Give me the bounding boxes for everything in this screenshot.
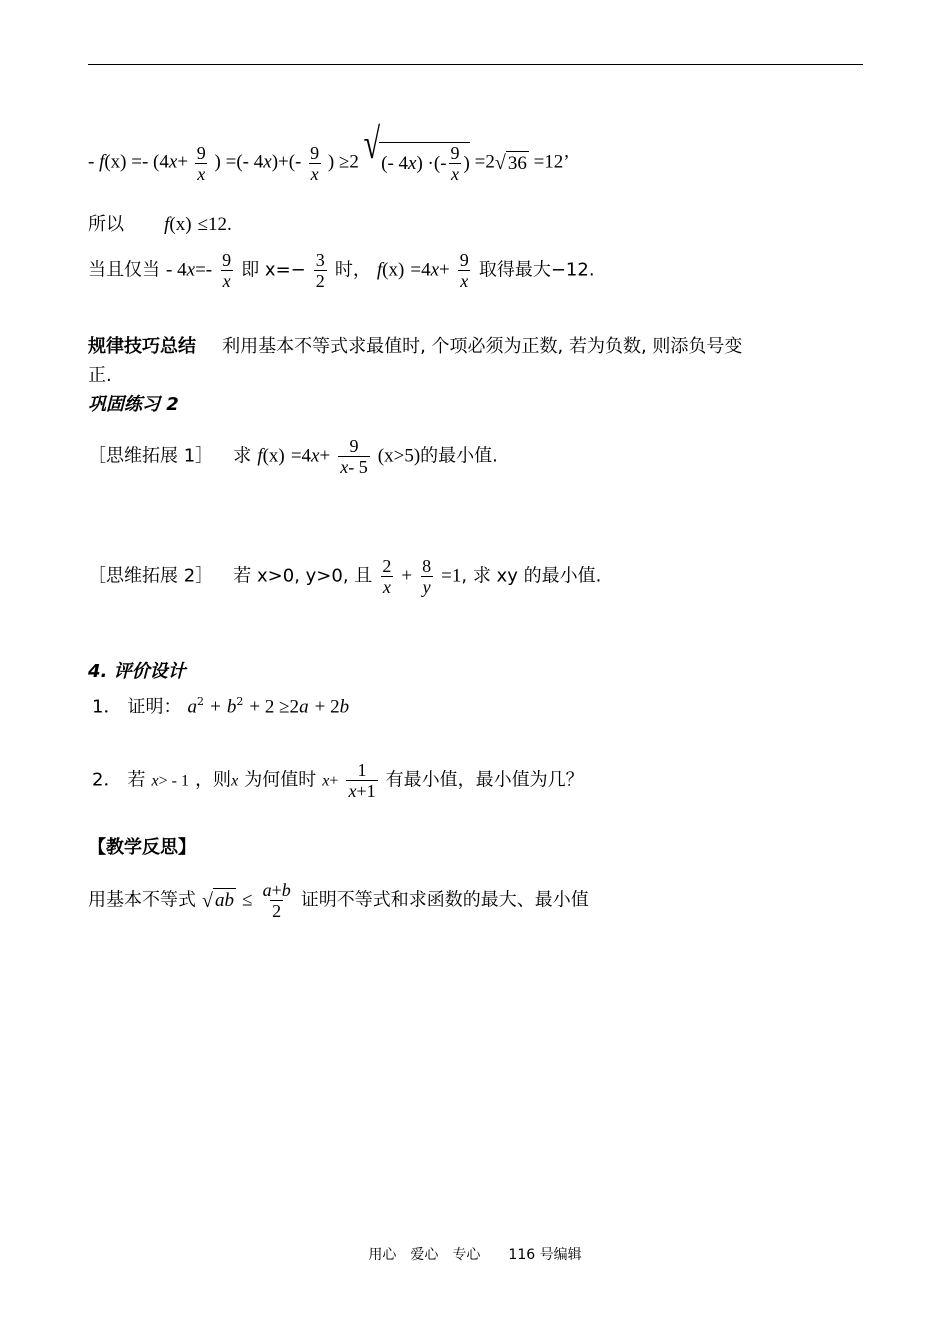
- fraction-9-over-x-5: $\frac{9}{x}$: [459, 250, 469, 291]
- summary-line-1: 规律技巧总结 利用基本不等式求最值时, 个项必须为正数, 若为负数, 则添负号变: [88, 336, 743, 357]
- question-2: 2． 若 x> - 1 ，则x 为何值时 x+ $\frac{1}{x+1}$ 有最小值，最小值为几？: [92, 760, 584, 801]
- fraction-3-over-2: $\frac{3}{2}$: [315, 250, 325, 291]
- evaluation-title: 4. 评价设计: [88, 661, 186, 682]
- reflection-text: 用基本不等式 √ ab ≤ $\frac{a+b}{2}$ 证明不等式和求函数的最大、最小值: [88, 880, 589, 921]
- fraction-2-over-x: $\frac{2}{x}$: [382, 556, 392, 597]
- page-footer: 用心 爱心 专心 116 号编辑: [368, 1247, 582, 1263]
- sqrt-ab: √ ab: [202, 889, 235, 912]
- equality-condition-line: 当且仅当 - 4x=- $\frac{9}{x}$ 即 x=− $\frac{3}{2}$ 时， f(x) =4x+ $\frac{9}{x}$ 取得最大−12.: [88, 250, 595, 291]
- fraction-9-over-x-minus-5: $\frac{9}{x- 5}$: [340, 436, 368, 477]
- equation-line-1: - f(x) =- (4x+ $\frac{9}{x}$ ) =(- 4x)+(- $\frac{9}{x}$ ) ≥2 √ (- 4 x ) ·(- 9 x ) =2 √ 36 =12’: [88, 120, 570, 184]
- fraction-9-over-x: $\frac{9}{x}$: [196, 142, 206, 184]
- reflection-title: 【教学反思】: [88, 837, 196, 858]
- extension-2: ［思维拓展 2］ 若 x>0, y>0, 且 $\frac{2}{x}$ + $\frac{8}{y}$ =1, 求 xy 的最小值.: [88, 556, 602, 597]
- fraction-9-over-x-3: 9 x: [450, 143, 460, 184]
- question-1: 1． 证明： $a^2 + b^2 + 2 \ge 2a + 2b$: [92, 695, 350, 718]
- so-line: 所以 f(x) ≤12.: [88, 214, 232, 235]
- extension-1: ［思维拓展 1］ 求 f(x) =4x+ $\frac{9}{x- 5}$ (x>5)的最小值.: [88, 436, 498, 477]
- fraction-9-over-x-2: $\frac{9}{x}$: [310, 142, 320, 184]
- summary-line-2: 正.: [88, 365, 112, 386]
- header-rule: [88, 64, 863, 65]
- fraction-1-over-x-plus-1: $\frac{1}{x+1}$: [348, 760, 376, 801]
- summary-title: 规律技巧总结: [88, 336, 196, 357]
- practice-title: 巩固练习 2: [88, 394, 179, 415]
- sqrt-expression: √ (- 4 x ) ·(- 9 x ): [363, 120, 470, 184]
- fraction-a-plus-b-over-2: $\frac{a+b}{2}$: [262, 880, 291, 921]
- fraction-9-over-x-4: $\frac{9}{x}$: [222, 250, 232, 291]
- sqrt-36: √ 36: [494, 152, 527, 174]
- fraction-8-over-y: $\frac{8}{y}$: [422, 556, 432, 597]
